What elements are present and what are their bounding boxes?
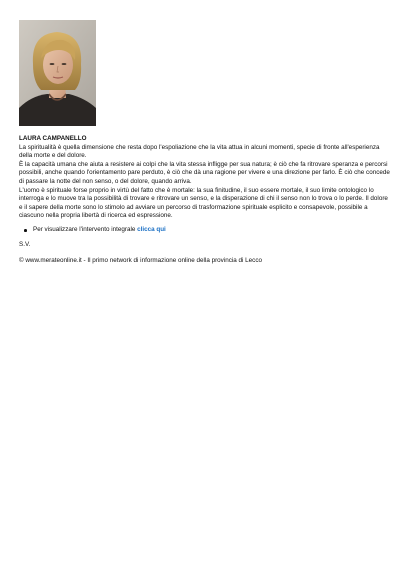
link-list <box>19 226 391 235</box>
article-page <box>19 20 391 266</box>
article-paragraph: È la capacità umana che aiuta a resistere ai colpi che la vita stessa infligge per sua natura; è ciò che fa ritrovare speranza e percorsi possibili, anche quando l'orientamento pare perduto, è ciò che dà una ragione per vivere e una direzione per farlo. È ciò che concede di passare la notte del non senso, o del dolore, quando arriva. <box>19 160 390 185</box>
author-name: LAURA CAMPANELLO <box>19 135 87 142</box>
link-prefix-text: Per visualizzare l'intervento integrale <box>33 225 138 233</box>
article-paragraph: La spiritualità è quella dimensione che resta dopo l'espoliazione che la vita attua in alcuni momenti, specie di fronte all'esperienza della morte e del dolore. <box>19 143 380 160</box>
signature: S.V. <box>19 240 31 248</box>
click-here-link[interactable]: clicca qui <box>137 225 166 233</box>
author-portrait-image <box>19 20 96 126</box>
footer-copyright: © www.merateonline.it - Il primo network di informazione online della provincia di Lecco <box>19 257 262 265</box>
list-item <box>29 226 391 235</box>
article-body <box>19 135 391 221</box>
article-paragraph: L'uomo è spirituale forse proprio in virtù del fatto che è mortale: la sua finitudine, il suo essere mortale, il suo limite ontologico lo interroga e lo muove tra la possibilità di trovare e ritrovare un senso, e la disperazione di chi il senso non lo trova o lo perde. Il dolore e il sapere della morte sono lo stimolo ad avviare un percorso di trasformazione spirituale esplicito e consapevole, possibile a ciascuno nella propria libertà di ricerca ed espressione. <box>19 186 388 220</box>
